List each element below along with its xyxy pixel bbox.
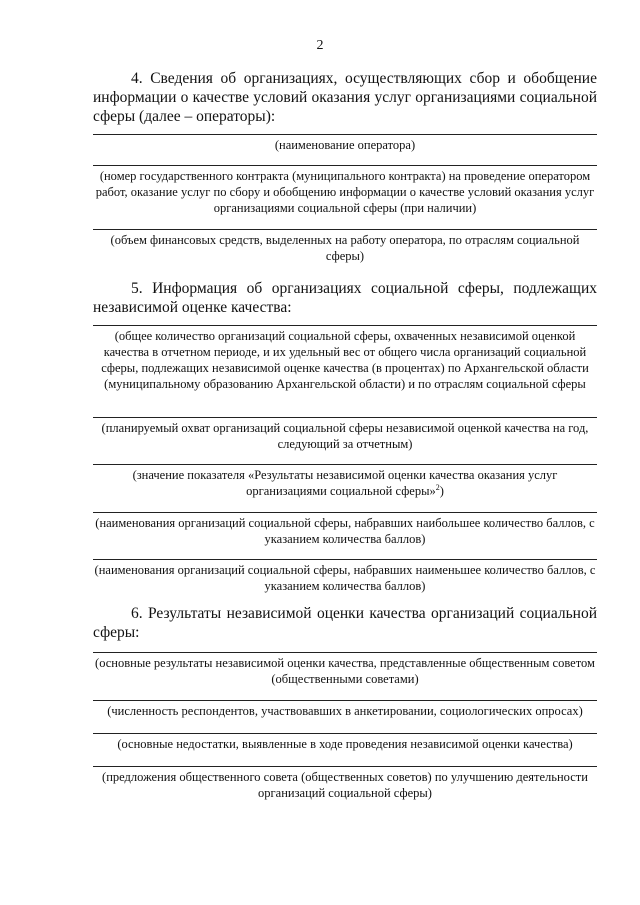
field-caption: (предложения общественного совета (общественных советов) по улучшению деятельности организаций социальной сферы) <box>102 770 588 800</box>
field-caption: (номер государственного контракта (муниципального контракта) на проведение оператором работ, оказание услуг по сбору и обобщению информации о качестве условий оказания услуг организациями социальной сферы (при наличии) <box>95 169 595 215</box>
blank-line <box>93 733 597 734</box>
field-caption: (общее количество организаций социальной сферы, охваченных независимой оценкой качества в отчетном периоде, и их удельный вес от общего числа организаций социальной сферы, подлежащих независимой оценке качества (в процентах) по Архангельской области (муниципальному образованию Архангельской области) и по отраслям социальной сферы <box>101 329 589 391</box>
field-caption: (наименование оператора) <box>274 138 416 152</box>
field-caption <box>93 467 597 499</box>
blank-line <box>93 229 597 230</box>
blank-line <box>93 700 597 701</box>
blank-line <box>93 464 597 465</box>
closing-paren: ) <box>439 484 444 498</box>
blank-line <box>93 652 597 653</box>
indicator-text: (значение показателя «Результаты независимой оценки качества оказания услуг организациями социальной сферы» <box>132 468 558 498</box>
field-caption: (наименования организаций социальной сферы, набравших наибольшее количество баллов, с указанием количества баллов) <box>95 516 595 546</box>
footnote-mark: 2 <box>435 482 440 492</box>
blank-line <box>93 559 597 560</box>
section-4-heading: 4. Сведения об организациях, осуществляющих сбор и обобщение информации о качестве условий оказания услуг организациями социальной сферы (далее – операторы): <box>93 70 597 125</box>
blank-line <box>93 325 597 326</box>
field-caption: (объем финансовых средств, выделенных на работу оператора, по отраслям социальной сферы) <box>110 233 580 263</box>
field-caption: (планируемый охват организаций социальной сферы независимой оценкой качества на год, следующий за отчетным) <box>101 421 589 451</box>
blank-line <box>93 766 597 767</box>
section-6-heading: 6. Результаты независимой оценки качества организаций социальной сферы: <box>93 605 597 641</box>
blank-line <box>93 417 597 418</box>
blank-line <box>93 165 597 166</box>
field-caption: (основные недостатки, выявленные в ходе проведения независимой оценки качества) <box>117 737 573 751</box>
blank-line <box>93 134 597 135</box>
page-number: 2 <box>316 38 324 53</box>
blank-line <box>93 512 597 513</box>
section-5-heading: 5. Информация об организациях социальной сферы, подлежащих независимой оценке качества: <box>93 280 597 316</box>
field-caption: (основные результаты независимой оценки качества, представленные общественным советом (общественными советами) <box>95 656 595 686</box>
field-caption: (наименования организаций социальной сферы, набравших наименьшее количество баллов, с указанием количества баллов) <box>94 563 596 593</box>
field-caption: (численность респондентов, участвовавших в анкетировании, социологических опросах) <box>107 704 583 718</box>
